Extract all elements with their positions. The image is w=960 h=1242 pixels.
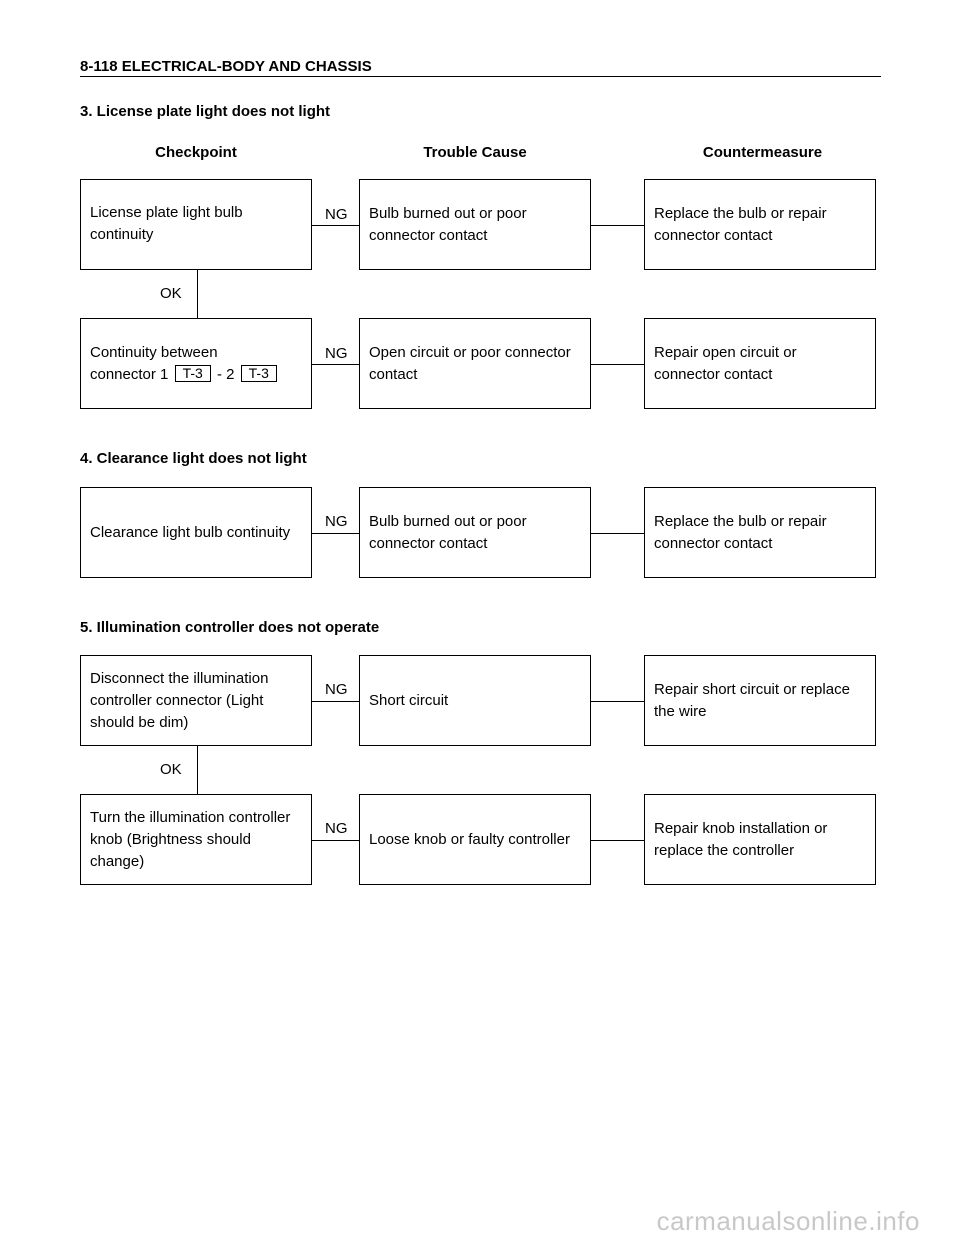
s5-r1-cause-text: Short circuit — [369, 691, 449, 709]
s5-r1-countermeasure-text: Repair short circuit or replace the wire — [654, 680, 850, 720]
connector-tag-2: T-3 — [241, 365, 277, 382]
s4-r1-checkpoint-box — [80, 487, 312, 578]
s3-r2-checkpoint-line1: Continuity between — [90, 343, 218, 361]
column-header-trouble-cause: Trouble Cause — [423, 144, 527, 161]
s3-r1-cause-box — [359, 179, 591, 270]
s4-r1-countermeasure-text: Replace the bulb or repair connector contact — [654, 512, 827, 552]
section-3-title: 3. License plate light does not light — [80, 103, 331, 120]
s5-r1-ng-label: NG — [325, 681, 348, 698]
watermark: carmanualsonline.info — [656, 1206, 920, 1236]
s5-r1-ng-connector — [312, 701, 359, 702]
s5-r2-countermeasure-text: Repair knob installation or replace the controller — [654, 819, 828, 859]
s3-r1-checkpoint-box — [80, 179, 312, 270]
s5-r2-cause-text: Loose knob or faulty controller — [369, 830, 570, 848]
s3-r1-measure-connector — [591, 225, 644, 226]
s3-ok-connector — [197, 270, 198, 318]
s3-r1-countermeasure-text: Replace the bulb or repair connector contact — [654, 204, 827, 244]
s5-r2-checkpoint-box — [80, 794, 312, 885]
s3-r2-ng-connector — [312, 364, 359, 365]
s5-r2-countermeasure-box — [644, 794, 876, 885]
s4-r1-countermeasure-box — [644, 487, 876, 578]
connector-tag-1: T-3 — [175, 365, 211, 382]
s5-r2-measure-connector — [591, 840, 644, 841]
s5-r2-checkpoint-text: Turn the illumination controller knob (Brightness should change) — [90, 808, 291, 870]
s5-ok-connector — [197, 746, 198, 794]
s3-r2-measure-connector — [591, 364, 644, 365]
s3-r2-checkpoint-prefix: connector 1 — [90, 365, 169, 383]
s4-r1-cause-text: Bulb burned out or poor connector contact — [369, 512, 527, 552]
section-4-title: 4. Clearance light does not light — [80, 450, 307, 467]
s3-r2-cause-text: Open circuit or poor connector contact — [369, 343, 571, 383]
s5-r1-measure-connector — [591, 701, 644, 702]
s4-r1-checkpoint-text: Clearance light bulb continuity — [90, 523, 291, 541]
column-header-checkpoint: Checkpoint — [155, 144, 237, 161]
s3-r1-checkpoint-text: License plate light bulb continuity — [90, 204, 243, 243]
s3-r1-cause-text: Bulb burned out or poor connector contact — [369, 204, 527, 244]
s5-r2-cause-box — [359, 794, 591, 885]
s5-r1-countermeasure-box — [644, 655, 876, 746]
s5-r2-ng-connector — [312, 840, 359, 841]
s5-r1-checkpoint-text: Disconnect the illumination controller connector (Light should be dim) — [90, 669, 269, 731]
s3-r1-countermeasure-box — [644, 179, 876, 270]
column-header-countermeasure: Countermeasure — [702, 144, 823, 161]
s4-r1-cause-box — [359, 487, 591, 578]
s5-r2-ng-label: NG — [325, 820, 348, 837]
s3-r2-checkpoint-box — [80, 318, 312, 409]
s4-r1-ng-label: NG — [325, 513, 348, 530]
s5-r1-checkpoint-box — [80, 655, 312, 746]
header-rule — [80, 76, 881, 77]
s3-ok-label: OK — [160, 285, 182, 302]
s3-r2-countermeasure-box — [644, 318, 876, 409]
s4-r1-ng-connector — [312, 533, 359, 534]
s5-ok-label: OK — [160, 761, 182, 778]
section-5-title: 5. Illumination controller does not operate — [80, 619, 380, 636]
s4-r1-measure-connector — [591, 533, 644, 534]
s3-r2-countermeasure-text: Repair open circuit or connector contact — [654, 343, 797, 383]
s3-r1-ng-connector — [312, 225, 359, 226]
s3-r2-checkpoint-mid: - 2 — [216, 365, 235, 383]
page-header: 8-118 ELECTRICAL-BODY AND CHASSIS — [80, 58, 372, 75]
s5-r1-cause-box — [359, 655, 591, 746]
s3-r2-cause-box — [359, 318, 591, 409]
s3-r1-ng-label: NG — [325, 206, 348, 223]
s3-r2-ng-label: NG — [325, 345, 348, 362]
